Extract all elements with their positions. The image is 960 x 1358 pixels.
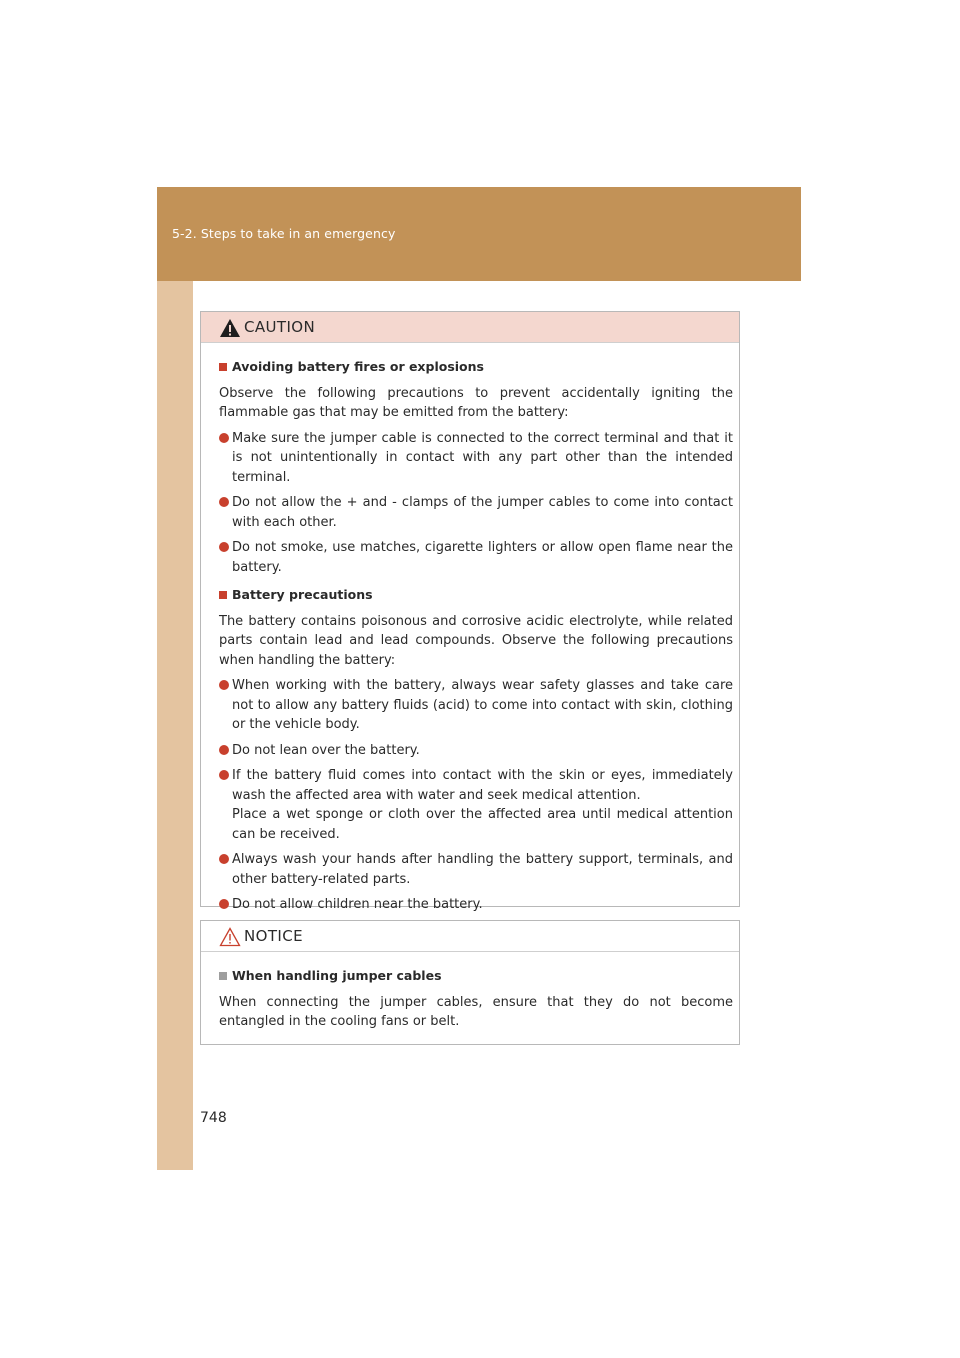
bullet-extra-note: Place a wet sponge or cloth over the affected area until medical attention can be received. [232, 807, 733, 842]
list-item: When working with the battery, always wear safety glasses and take care not to allow any battery fluids (acid) to come into contact with skin, clothing or the vehicle body. [219, 676, 733, 735]
bullet-dot-icon [219, 899, 229, 909]
section-title-battery: Battery precautions [232, 587, 373, 602]
notice-body [201, 952, 739, 1032]
section-title-fires: Avoiding battery fires or explosions [232, 359, 484, 374]
bullet-dot-icon [219, 497, 229, 507]
list-item: Do not smoke, use matches, cigarette lighters or allow open flame near the battery. [219, 538, 733, 577]
list-item: Do not allow children near the battery. [219, 895, 733, 915]
notice-warning-icon [219, 927, 241, 947]
caution-box [200, 311, 740, 912]
section-intro: When connecting the jumper cables, ensure that they do not become entangled in the cooling fans or belt. [219, 994, 733, 1029]
square-bullet-icon [219, 591, 227, 599]
bullet-dot-icon [219, 680, 229, 690]
bullet-dot-icon [219, 745, 229, 755]
square-bullet-icon [219, 363, 227, 371]
section-title-jumper: When handling jumper cables [232, 968, 442, 983]
notice-header [201, 921, 739, 952]
notice-label: NOTICE [244, 927, 303, 945]
section-intro: Observe the following precautions to prevent accidentally igniting the flammable gas that may be emitted from the battery: [219, 385, 733, 420]
warning-icon [219, 318, 241, 338]
list-item: Do not lean over the battery. [219, 741, 733, 761]
section-intro: The battery contains poisonous and corrosive acidic electrolyte, while related parts contain lead and lead compounds. Observe the following precautions when handling the battery: [219, 613, 733, 668]
list-item: Do not allow the + and - clamps of the jumper cables to come into contact with each other. [219, 493, 733, 532]
list-item: Always wash your hands after handling the battery support, terminals, and other battery-related parts. [219, 850, 733, 889]
caution-body [201, 343, 739, 915]
section-title: 5-2. Steps to take in an emergency [172, 226, 396, 241]
bullet-dot-icon [219, 433, 229, 443]
caution-section [219, 357, 733, 577]
bullet-dot-icon [219, 770, 229, 780]
list-item: If the battery fluid comes into contact with the skin or eyes, immediately wash the affected area with water and seek medical attention. Place a wet sponge or cloth over the affected area until medical attention can be received. [219, 766, 733, 844]
bullet-dot-icon [219, 854, 229, 864]
caution-header [201, 312, 739, 343]
notice-box [200, 920, 740, 1045]
page-number: 748 [200, 1110, 227, 1126]
square-bullet-icon [219, 972, 227, 980]
side-strip [157, 281, 193, 1170]
list-item: Make sure the jumper cable is connected to the correct terminal and that it is not unintentionally in contact with any part other than the intended terminal. [219, 429, 733, 488]
bullet-dot-icon [219, 542, 229, 552]
caution-section [219, 585, 733, 915]
caution-label: CAUTION [244, 318, 316, 336]
